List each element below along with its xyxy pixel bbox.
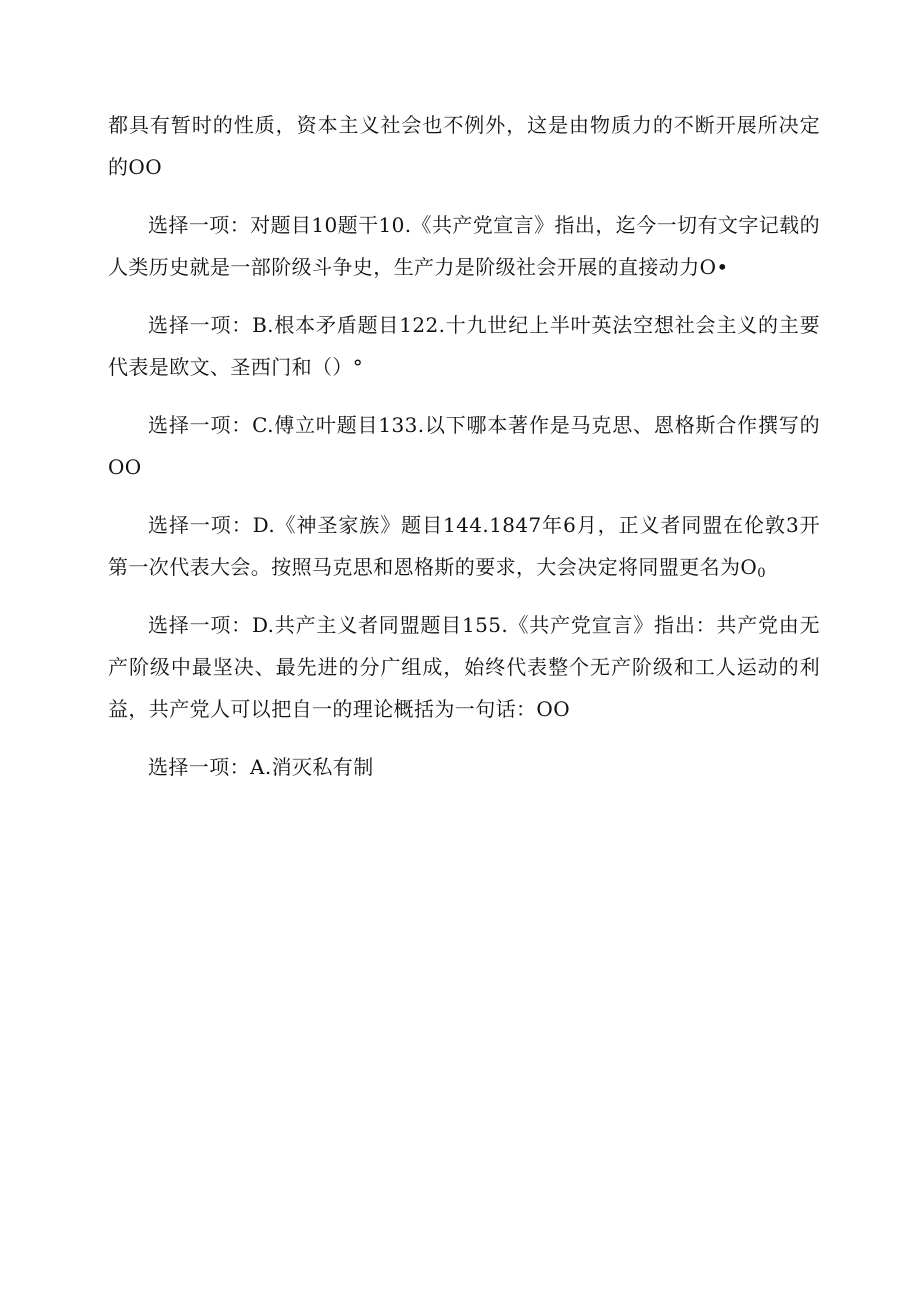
paragraph-5 xyxy=(108,504,820,588)
paragraph-4 xyxy=(108,404,820,488)
document-body xyxy=(108,104,820,804)
paragraph-7-text: 选择一项：A.消灭私有制 xyxy=(148,755,374,779)
paragraph-6-text: 选择一项：D.共产主义者同盟题目155.《共产党宣言》指出：共产党由无产阶级中最坚决、最先进的分广组成，始终代表整个无产阶级和工人运动的利益，共产党人可以把自一的理论概括为一句话：OO xyxy=(108,613,820,721)
paragraph-5-subscript: 0 xyxy=(757,566,766,581)
paragraph-7 xyxy=(108,746,820,788)
paragraph-5-text: 选择一项：D.《神圣家族》题目144.1847年6月，正义者同盟在伦敦3开第一次代表大会。按照马克思和恩格斯的要求，大会决定将同盟更名为O xyxy=(108,513,820,579)
paragraph-3-text: 选择一项：B.根本矛盾题目122.十九世纪上半叶英法空想社会主义的主要代表是欧文、圣西门和（）° xyxy=(108,313,820,379)
paragraph-4-text: 选择一项：C.傅立叶题目133.以下哪本著作是马克思、恩格斯合作撰写的OO xyxy=(108,413,820,479)
paragraph-1 xyxy=(108,104,820,188)
paragraph-1-text: 都具有暂时的性质，资本主义社会也不例外，这是由物质力的不断开展所决定的OO xyxy=(108,113,820,179)
paragraph-3 xyxy=(108,304,820,388)
paragraph-2-text: 选择一项：对题目10题干10.《共产党宣言》指出，迄今一切有文字记载的人类历史就是一部阶级斗争史，生产力是阶级社会开展的直接动力O• xyxy=(108,213,820,279)
paragraph-2 xyxy=(108,204,820,288)
paragraph-6 xyxy=(108,604,820,730)
